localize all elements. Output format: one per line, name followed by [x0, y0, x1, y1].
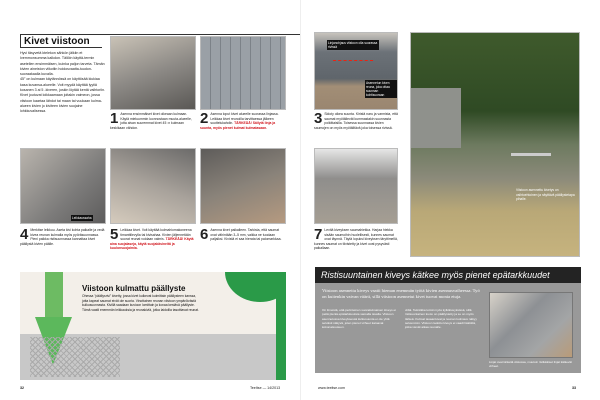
garden-caption: Viistoon asennettu kivetys on vaihtoehtoinen ja näyttävä päällystetapa pihalle. [516, 188, 575, 201]
step-caption [110, 112, 196, 130]
step-text: Asenna ensimmäiset kivet oikeaan kulmaan. Käytä mieluummin luonnostaan muuta-alueelle, jotta aivan suuremmat kivet 45 :n kulmaan keskikaan vähdon. [110, 112, 192, 130]
step-caption [110, 228, 196, 251]
garden-photo [410, 32, 580, 257]
step-number: 5 [110, 226, 119, 243]
step-text: Asenna loput kivet alueelle suorassa linjassa. Leikkaa kivet reunoilla tarvittaessa jälkeen suuttelukahdin. [210, 112, 279, 126]
page-number-right: 33 [572, 386, 576, 390]
intro-paragraph: Kivet joutuvat loikkaamaan joitakin vaimeon, jossa viistoon kaartaa lähdot tai maan tai vuukaan kulma-alueen kivien jo kiviteen kivien suojaine lohkkuvalisessa. [20, 93, 102, 114]
intro-paragraph: 45° on kulmaan käytännössä on käyttösää kiukiaa kasa kuvansa-alueelle. Voit myydä käyttää lyytiä kosanen 3 ai 5 -kiveren, joskin löytää kentä vaihtoriin. [20, 77, 106, 93]
step-number: 1 [110, 110, 119, 127]
step2-photo [200, 36, 286, 110]
title-rule [100, 34, 300, 35]
article-title: Kivet viistoon [20, 34, 102, 48]
warning-text: TÄRKEÄÄ! Säilytä linja ja suunta, myös pienet kulmat kulmatasaan. [200, 121, 276, 130]
guide-line-red [333, 60, 373, 61]
step-caption [200, 228, 286, 242]
step-text: Asenna kivet paikalleen. Tarkista, että saumat ovat vähintään 3–5 mm, vaikka ne tuodaan paljaiksi. Kivistä ei saa hierata tai palomarkkaa. [210, 228, 282, 242]
step-text: Sidoty oikea suunta. Kiristä naru ja varmista, että saumat myötäilevät kummastakin suunnasta poikittaisilla. Toisessa suunnassa kivien saumojen on myös myötäiltävä joka toisessa rivissä. [314, 112, 398, 130]
step-text: Levitä kiveyksen saumahiekka. Harjaa hiekka sisään saumoihin huolellisesti, kunnes saumat ovat täynnä. Täytä lopuksi kiveyksen täryttimellä, kunnes saumat on tiivistetty ja kivet ovat pysyvästi paikallaan. [314, 228, 398, 251]
feature-title: Viistoon kulmattu päällyste [82, 284, 186, 293]
step-text: Merkitse leikkuu. Aseta kivi kohta paikalle ja vedä kivea reunan kulmalla myös pyöräsuunnassa. Pieni paikka ristisuunnassa kannattaa kivet päällystä kivien päälle. [20, 228, 105, 246]
section-lead: Viistoon asennettu kiveys vaatii hieman enemmän työtä kivien asennusvaiheessa. Työ on kuitenkin vaivan väärti, sillä viistoon asennetut kivet tuovat monia etuja. [322, 288, 480, 299]
step7-photo [314, 148, 398, 224]
step3-photo [314, 32, 398, 110]
step-caption [314, 112, 398, 130]
step-caption [20, 228, 106, 246]
step-caption [200, 112, 286, 130]
step-number: 7 [314, 226, 323, 243]
garden-table [511, 153, 551, 156]
section-column: On ilmeistä, että perinteinen suorakulmainen kiveys ei peitä pieniä epätarkkuuksia samalla tavalla. Viistoon asennetussa kiveyksessä kulkusuunta ei ole yhtä selvästi näkyvä, joten pienet virheet katoavat kokonaisuuteen. [322, 308, 396, 330]
step-number: 4 [20, 226, 29, 243]
photo-label: Leikkaussaha [72, 216, 92, 220]
magazine-issue: TeeItse — 14/2013 [250, 386, 281, 390]
site-url[interactable]: www.teeitse.com [318, 386, 345, 390]
section-title: Ristisuuntainen kiveys kätkee myös pienet epätarkkuudet [315, 267, 581, 283]
page-spine [300, 0, 301, 400]
photo-label: Linjanohjaus viistoon olla suorassa rivissä [328, 41, 378, 49]
warning-text: TÄRKEÄÄ! Käytä aina suojalaseja, käytä suojakäsineitä ja kuulonsuojaimia. [110, 237, 194, 251]
intro-paragraph: Hyvi täsyvetä ktelekon sähkön jälkiin et Ivemmonsumma kalkdon. Tällöin käyttä-termin asetellen ensimmäisen, kuinka paljon tarveta. Tämän kivien aineiston viikotiin hoidosvaatta-tuudon-suoraakaalla kuvalla. [20, 51, 105, 77]
shed [411, 88, 461, 148]
feature-illustration [20, 272, 286, 380]
step-text: Leikkaa kivet. Voit käyttää kulmahiomakoneena timanttilevylla tai kivisahaa. Kivien jäljennetään suorat reunat voidaan valmis. [120, 228, 192, 242]
section-box [315, 283, 581, 373]
section-photo-caption: Linjat ovat tärkeitä viistossa, muutoin ristikkäiset linjat kätkevät virheet. [489, 360, 572, 368]
section-photo [489, 292, 573, 358]
photo-label: Asennetun kiven reuna, joka ottaa suunnan kohtisuoraan [365, 80, 397, 98]
step6-photo [200, 148, 286, 224]
step4-photo [20, 148, 106, 224]
green-bar [45, 272, 63, 322]
step1-photo [110, 36, 196, 110]
step-caption [314, 228, 398, 251]
feature-text: Ohessa "päällysrivi" kivetty, jossa kivet kulkevat kulmittain päällysteen kanssa, jotta kapeat saumat eivät ole suoria. Vinottainen reunan viistoon ympäröivästä kulkusuunnasta. Kivillä saadaan kuvioon lomittain ja kovaa kestävä päällyste. Tämä vaatii enemmän leikkauksia ja reunakiviä, jotka laidoilla tasoittavat reunat. [82, 294, 199, 312]
intro-text [20, 51, 106, 115]
step5-photo [110, 148, 196, 224]
step-number: 6 [200, 226, 209, 243]
green-stripe [276, 292, 286, 380]
step-number: 2 [200, 110, 209, 127]
paving-pattern [30, 337, 120, 377]
section-column: viiltä. Tekniikka toimii myös kylkikiveyksissä, sillä ristisuuntainen kuvio on päällystetty ja se on myös tärkeä. Kulmat tasaantuvat ja reunan kulmaus näkyy selvemmin. Viistoon ladottu kiveys ei vaadi lisätöitä, jotka vievät aikaa reunalle. [405, 308, 477, 330]
page-number-left: 32 [20, 386, 24, 390]
step-number: 3 [314, 110, 323, 127]
